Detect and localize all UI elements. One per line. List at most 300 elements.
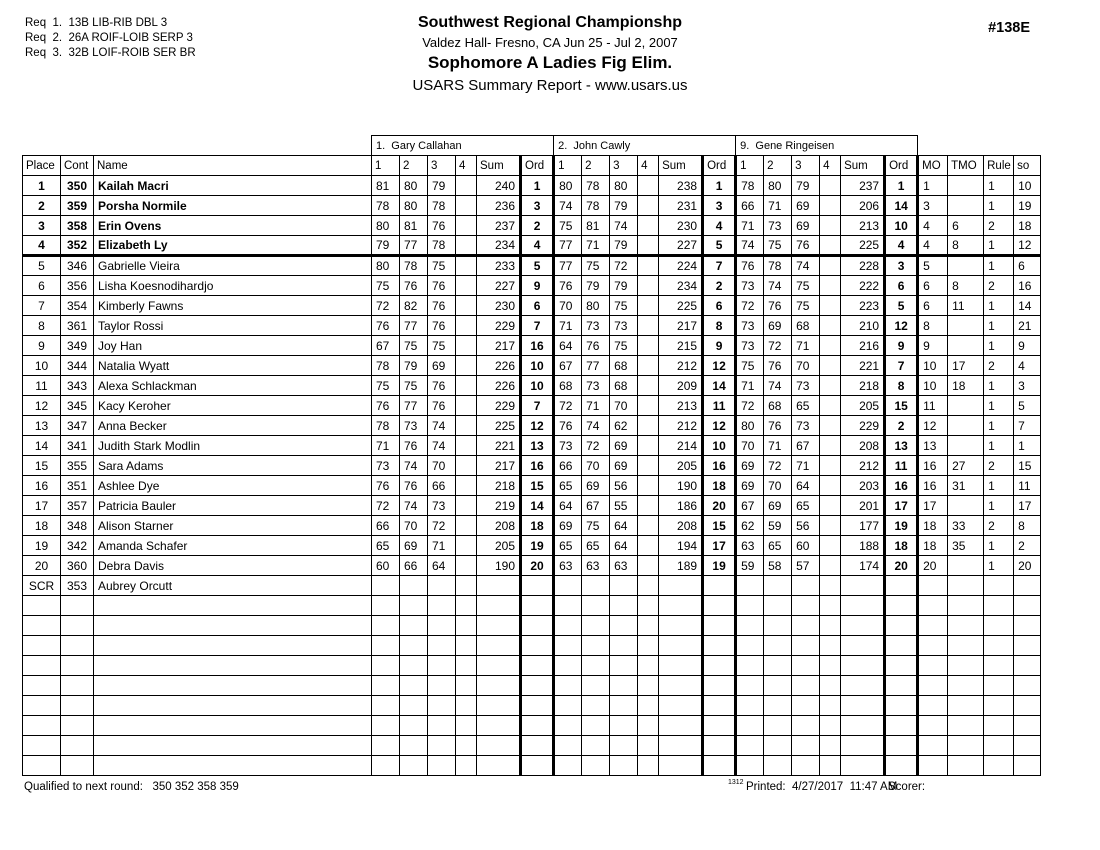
score-cell: 56 (610, 476, 638, 496)
tmo-cell (948, 496, 984, 516)
score-cell: 75 (610, 336, 638, 356)
empty-cell (984, 596, 1014, 616)
score-cell (764, 616, 792, 636)
score-cell: 71 (736, 216, 764, 236)
ordinal-cell (703, 656, 736, 676)
score-cell: 73 (582, 376, 610, 396)
contestant-number-cell: 352 (61, 236, 94, 256)
contestant-number-cell: 359 (61, 196, 94, 216)
sum-cell (659, 596, 703, 616)
score-cell: 76 (428, 316, 456, 336)
score-cell: 59 (736, 556, 764, 576)
score-cell (456, 756, 477, 776)
score-cell: 60 (372, 556, 400, 576)
ordinal-cell: 1 (521, 176, 554, 196)
place-cell: SCR (23, 576, 61, 596)
sum-cell: 217 (477, 336, 521, 356)
place-cell: 16 (23, 476, 61, 496)
sum-cell (659, 696, 703, 716)
judge-header-row (23, 136, 1041, 156)
score-cell: 74 (792, 256, 820, 276)
empty-cell (1014, 736, 1041, 756)
sum-cell (841, 696, 885, 716)
score-cell: 75 (372, 376, 400, 396)
empty-cell (948, 656, 984, 676)
score-cell: 77 (400, 316, 428, 336)
ordinal-cell (521, 676, 554, 696)
score-cell: 80 (582, 296, 610, 316)
sum-cell (841, 576, 885, 596)
score-cell: 77 (582, 356, 610, 376)
score-cell: 74 (400, 496, 428, 516)
sum-cell: 212 (659, 416, 703, 436)
score-cell: 66 (736, 196, 764, 216)
ordinal-cell: 1 (885, 176, 918, 196)
sum-cell (477, 616, 521, 636)
sum-cell: 225 (841, 236, 885, 256)
score-cell (820, 696, 841, 716)
score-cell (638, 756, 659, 776)
empty-cell (918, 716, 948, 736)
score-cell (372, 696, 400, 716)
sum-cell: 226 (477, 376, 521, 396)
so-cell: 1 (1014, 436, 1041, 456)
score-cell: 73 (400, 416, 428, 436)
result-row (23, 476, 1041, 496)
ordinal-cell: 5 (885, 296, 918, 316)
ordinal-cell: 15 (521, 476, 554, 496)
col-header-rule: Rule (984, 156, 1014, 176)
skater-name-cell (94, 716, 372, 736)
score-cell: 77 (554, 236, 582, 256)
score-cell (400, 656, 428, 676)
contestant-number-cell: 344 (61, 356, 94, 376)
score-cell (610, 636, 638, 656)
score-cell (400, 636, 428, 656)
score-cell (400, 736, 428, 756)
score-cell: 78 (582, 176, 610, 196)
results-table (22, 135, 1041, 776)
sum-cell (659, 576, 703, 596)
score-cell (764, 756, 792, 776)
col-header-judge1-1: 1 (372, 156, 400, 176)
score-cell (638, 236, 659, 256)
ordinal-cell: 10 (521, 356, 554, 376)
score-cell: 78 (400, 256, 428, 276)
score-cell (610, 696, 638, 716)
col-header-tmo: TMO (948, 156, 984, 176)
score-cell (610, 676, 638, 696)
score-cell: 76 (428, 376, 456, 396)
sum-cell: 228 (841, 256, 885, 276)
score-cell: 76 (582, 336, 610, 356)
place-cell (23, 636, 61, 656)
col-header-so: so (1014, 156, 1041, 176)
score-cell (610, 596, 638, 616)
score-cell (400, 676, 428, 696)
score-cell: 63 (582, 556, 610, 576)
score-cell (400, 616, 428, 636)
sum-cell: 229 (477, 396, 521, 416)
score-cell: 78 (764, 256, 792, 276)
ordinal-cell (521, 696, 554, 716)
skater-name-cell (94, 656, 372, 676)
ordinal-cell: 11 (703, 396, 736, 416)
score-cell (428, 716, 456, 736)
score-cell (736, 576, 764, 596)
sum-cell: 223 (841, 296, 885, 316)
mo-cell: 4 (918, 236, 948, 256)
score-cell: 75 (400, 376, 428, 396)
skater-name-cell: Ashlee Dye (94, 476, 372, 496)
score-cell (764, 696, 792, 716)
score-cell: 75 (582, 516, 610, 536)
col-header-judge3-sum: Sum (841, 156, 885, 176)
score-cell (372, 736, 400, 756)
sum-cell (659, 676, 703, 696)
score-cell: 67 (582, 496, 610, 516)
place-cell: 17 (23, 496, 61, 516)
score-cell: 81 (372, 176, 400, 196)
score-cell: 74 (554, 196, 582, 216)
so-cell: 16 (1014, 276, 1041, 296)
score-cell (554, 696, 582, 716)
skater-name-cell: Sara Adams (94, 456, 372, 476)
score-cell: 57 (792, 556, 820, 576)
contestant-number-cell: 345 (61, 396, 94, 416)
score-cell: 65 (792, 396, 820, 416)
mo-cell: 18 (918, 516, 948, 536)
score-cell (638, 696, 659, 716)
skater-name-cell: Kimberly Fawns (94, 296, 372, 316)
event-number: #138E (988, 20, 1030, 36)
score-cell: 67 (792, 436, 820, 456)
score-cell (820, 676, 841, 696)
empty-cell (984, 616, 1014, 636)
score-cell: 78 (372, 196, 400, 216)
col-header-judge1-4: 4 (456, 156, 477, 176)
score-cell: 79 (792, 176, 820, 196)
sum-cell: 190 (477, 556, 521, 576)
score-cell: 72 (764, 456, 792, 476)
score-cell (820, 596, 841, 616)
score-cell: 74 (610, 216, 638, 236)
score-cell (400, 696, 428, 716)
score-cell (820, 176, 841, 196)
skater-name-cell: Gabrielle Vieira (94, 256, 372, 276)
rule-cell: 1 (984, 336, 1014, 356)
judge-row-left-spacer (23, 136, 372, 156)
score-cell: 75 (400, 336, 428, 356)
score-cell (638, 256, 659, 276)
score-cell: 69 (400, 536, 428, 556)
result-row (23, 196, 1041, 216)
score-cell: 70 (400, 516, 428, 536)
score-cell: 80 (554, 176, 582, 196)
empty-cell (984, 656, 1014, 676)
result-row (23, 216, 1041, 236)
table-head (23, 136, 1041, 176)
rule-cell: 1 (984, 476, 1014, 496)
ordinal-cell: 10 (703, 436, 736, 456)
score-cell: 73 (554, 436, 582, 456)
ordinal-cell: 12 (521, 416, 554, 436)
score-cell (456, 276, 477, 296)
sum-cell (841, 716, 885, 736)
score-cell (372, 616, 400, 636)
score-cell: 76 (400, 436, 428, 456)
sum-cell: 219 (477, 496, 521, 516)
score-cell: 78 (582, 196, 610, 216)
place-cell: 1 (23, 176, 61, 196)
result-row (23, 256, 1041, 276)
score-cell (428, 656, 456, 676)
score-cell: 78 (372, 416, 400, 436)
mo-cell: 6 (918, 296, 948, 316)
score-cell (400, 576, 428, 596)
col-header-judge1-3: 3 (428, 156, 456, 176)
skater-name-cell: Kailah Macri (94, 176, 372, 196)
score-cell (792, 656, 820, 676)
score-cell (820, 576, 841, 596)
ordinal-cell (885, 696, 918, 716)
score-cell: 74 (428, 436, 456, 456)
ordinal-cell (703, 576, 736, 596)
score-cell (820, 336, 841, 356)
skater-name-cell: Amanda Schafer (94, 536, 372, 556)
score-cell: 79 (428, 176, 456, 196)
score-cell (820, 516, 841, 536)
skater-name-cell: Judith Stark Modlin (94, 436, 372, 456)
score-cell: 69 (764, 496, 792, 516)
sum-cell: 205 (841, 396, 885, 416)
rule-cell: 1 (984, 236, 1014, 256)
place-cell: 12 (23, 396, 61, 416)
place-cell: 11 (23, 376, 61, 396)
score-cell: 63 (610, 556, 638, 576)
score-cell (638, 676, 659, 696)
so-cell: 15 (1014, 456, 1041, 476)
score-cell: 58 (764, 556, 792, 576)
score-cell: 69 (610, 456, 638, 476)
sum-cell (841, 616, 885, 636)
so-cell: 19 (1014, 196, 1041, 216)
col-header-judge3-4: 4 (820, 156, 841, 176)
ordinal-cell (885, 736, 918, 756)
score-cell: 65 (554, 536, 582, 556)
score-cell: 80 (400, 196, 428, 216)
place-cell (23, 736, 61, 756)
ordinal-cell (703, 716, 736, 736)
ordinal-cell: 1 (703, 176, 736, 196)
score-cell (456, 356, 477, 376)
tmo-cell (948, 576, 984, 596)
score-cell (428, 696, 456, 716)
empty-cell (1014, 656, 1041, 676)
ordinal-cell: 3 (521, 196, 554, 216)
ordinal-cell: 10 (885, 216, 918, 236)
rule-cell: 2 (984, 456, 1014, 476)
score-cell: 68 (764, 396, 792, 416)
score-cell: 55 (610, 496, 638, 516)
mo-cell: 11 (918, 396, 948, 416)
score-cell (820, 356, 841, 376)
place-cell: 5 (23, 256, 61, 276)
mo-cell: 5 (918, 256, 948, 276)
score-cell: 62 (736, 516, 764, 536)
score-cell: 69 (736, 456, 764, 476)
ordinal-cell: 20 (885, 556, 918, 576)
sum-cell: 214 (659, 436, 703, 456)
contestant-number-cell: 358 (61, 216, 94, 236)
skater-name-cell: Debra Davis (94, 556, 372, 576)
score-cell (736, 656, 764, 676)
score-cell (638, 296, 659, 316)
ordinal-cell: 11 (885, 456, 918, 476)
result-row (23, 496, 1041, 516)
score-cell: 70 (792, 356, 820, 376)
score-cell: 69 (736, 476, 764, 496)
empty-row (23, 616, 1041, 636)
score-cell (638, 316, 659, 336)
result-row (23, 576, 1041, 596)
printed-timestamp: Printed: 4/27/2017 11:47 AM (746, 781, 898, 793)
score-cell (792, 756, 820, 776)
empty-cell (948, 716, 984, 736)
score-cell (372, 596, 400, 616)
score-cell: 73 (736, 316, 764, 336)
score-cell (456, 616, 477, 636)
sum-cell: 201 (841, 496, 885, 516)
empty-cell (984, 716, 1014, 736)
ordinal-cell: 19 (885, 516, 918, 536)
sum-cell: 234 (659, 276, 703, 296)
sum-cell: 231 (659, 196, 703, 216)
empty-cell (948, 696, 984, 716)
score-cell: 76 (764, 416, 792, 436)
col-header-judge1-2: 2 (400, 156, 428, 176)
ordinal-cell: 20 (521, 556, 554, 576)
score-cell (764, 636, 792, 656)
ordinal-cell: 16 (703, 456, 736, 476)
empty-cell (948, 676, 984, 696)
sum-cell: 213 (841, 216, 885, 236)
rule-cell: 1 (984, 196, 1014, 216)
ordinal-cell: 19 (521, 536, 554, 556)
place-cell: 19 (23, 536, 61, 556)
score-cell (372, 636, 400, 656)
result-row (23, 556, 1041, 576)
sum-cell: 226 (477, 356, 521, 376)
sum-cell: 227 (477, 276, 521, 296)
report-title: USARS Summary Report - www.usars.us (412, 77, 688, 94)
score-cell (456, 636, 477, 656)
sum-cell (477, 656, 521, 676)
score-cell: 78 (736, 176, 764, 196)
mo-cell: 3 (918, 196, 948, 216)
empty-cell (984, 696, 1014, 716)
col-header-judge2-ord: Ord (703, 156, 736, 176)
print-code: 1312 (728, 779, 744, 786)
ordinal-cell: 16 (521, 336, 554, 356)
score-cell (638, 336, 659, 356)
skater-name-cell: Lisha Koesnodihardjo (94, 276, 372, 296)
score-cell: 73 (792, 376, 820, 396)
skater-name-cell: Taylor Rossi (94, 316, 372, 336)
requirement-3: Req 3. 32B LOIF-ROIB SER BR (25, 47, 196, 59)
score-cell (456, 296, 477, 316)
place-cell: 14 (23, 436, 61, 456)
ordinal-cell: 10 (521, 376, 554, 396)
score-cell (554, 716, 582, 736)
score-cell: 74 (764, 376, 792, 396)
place-cell (23, 676, 61, 696)
score-cell: 76 (372, 476, 400, 496)
sum-cell (477, 736, 521, 756)
score-cell: 73 (372, 456, 400, 476)
contestant-number-cell: 348 (61, 516, 94, 536)
tmo-cell: 17 (948, 356, 984, 376)
score-cell (820, 536, 841, 556)
contestant-number-cell: 361 (61, 316, 94, 336)
tmo-cell: 8 (948, 276, 984, 296)
sum-cell: 190 (659, 476, 703, 496)
tmo-cell: 27 (948, 456, 984, 476)
ordinal-cell: 7 (521, 316, 554, 336)
table-body (23, 176, 1041, 776)
score-cell (610, 756, 638, 776)
score-cell (638, 436, 659, 456)
ordinal-cell: 9 (521, 276, 554, 296)
score-cell: 65 (582, 536, 610, 556)
ordinal-cell (885, 616, 918, 636)
ordinal-cell: 12 (703, 416, 736, 436)
score-cell: 79 (610, 236, 638, 256)
score-cell: 70 (428, 456, 456, 476)
ordinal-cell: 12 (703, 356, 736, 376)
score-cell (456, 216, 477, 236)
score-cell: 72 (428, 516, 456, 536)
contestant-number-cell: 360 (61, 556, 94, 576)
ordinal-cell: 15 (885, 396, 918, 416)
empty-row (23, 636, 1041, 656)
score-cell: 73 (610, 316, 638, 336)
score-cell: 79 (400, 356, 428, 376)
empty-row (23, 756, 1041, 776)
skater-name-cell: Kacy Keroher (94, 396, 372, 416)
score-cell (456, 316, 477, 336)
score-cell (456, 256, 477, 276)
sum-cell: 209 (659, 376, 703, 396)
contestant-number-cell (61, 636, 94, 656)
sum-cell (841, 676, 885, 696)
empty-cell (1014, 696, 1041, 716)
score-cell: 76 (400, 476, 428, 496)
tmo-cell: 33 (948, 516, 984, 536)
col-header-judge2-3: 3 (610, 156, 638, 176)
score-cell (400, 716, 428, 736)
tmo-cell (948, 556, 984, 576)
score-cell (582, 636, 610, 656)
score-cell (582, 676, 610, 696)
rule-cell: 1 (984, 256, 1014, 276)
ordinal-cell: 2 (521, 216, 554, 236)
score-cell: 75 (764, 236, 792, 256)
score-cell (456, 456, 477, 476)
score-cell (792, 736, 820, 756)
score-cell (820, 456, 841, 476)
score-cell (456, 176, 477, 196)
